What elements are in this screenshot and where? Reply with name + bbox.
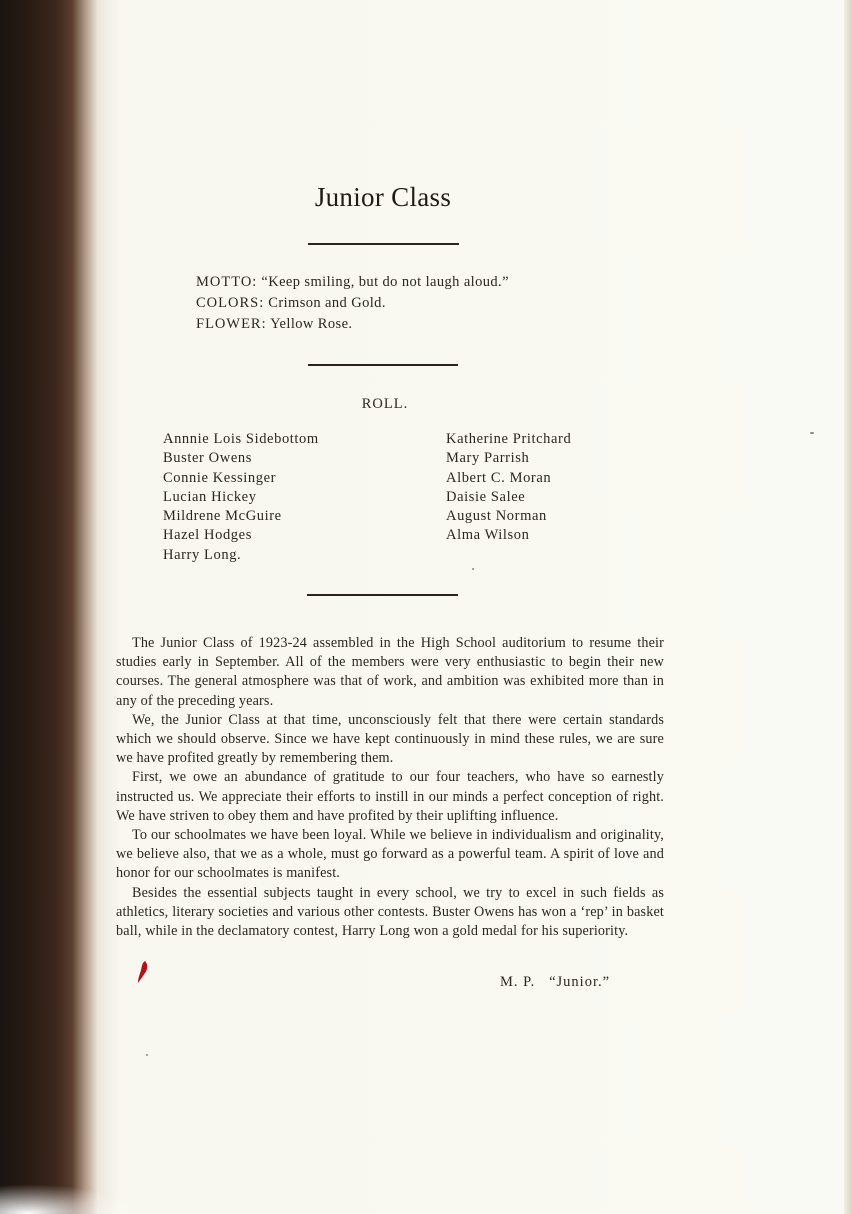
- info-divider: [308, 364, 458, 366]
- ink-mark-icon: [136, 960, 150, 984]
- roll-name: Annnie Lois Sidebottom: [163, 431, 319, 447]
- page-title: Junior Class: [314, 182, 452, 212]
- roll-divider: [307, 594, 458, 596]
- motto-text: “Keep smiling, but do not laugh aloud.”: [261, 274, 509, 290]
- narrative-paragraph: Besides the essential subjects taught in every school, we try to excel in such fields as athletics, literary societies and various other contests. Buster Owens has won a ‘rep’ in basket ball, while in the declamatory contest, Harry Long won a gold medal for his superiority.: [116, 884, 664, 940]
- paper-speck: [810, 432, 814, 434]
- flower-text: Yellow Rose.: [270, 316, 353, 332]
- roll-name: Mildrene McGuire: [163, 508, 282, 525]
- colors-label: COLORS:: [196, 295, 265, 311]
- colors-line: [196, 293, 509, 314]
- paper-speck: [472, 568, 474, 570]
- page-corner: [0, 1184, 140, 1214]
- page-edge: [844, 0, 852, 1214]
- roll-name: Hazel Hodges: [163, 527, 252, 544]
- roll-name: Albert C. Moran: [446, 469, 552, 486]
- narrative-paragraph: To our schoolmates we have been loyal. While we believe in individualism and originality, we believe also, that we as a whole, must go forward as a powerful team. A spirit of love and honor for our schoolmates is manifest.: [116, 827, 664, 882]
- roll-name: August Norman: [446, 508, 547, 525]
- flower-line: [196, 314, 509, 335]
- narrative-paragraph: First, we owe an abundance of gratitude to our four teachers, who have so earnestly instructed us. We appreciate their efforts to instill in our minds a perfect conception of right. We have striven to obey them and have profited by their uplifting influence.: [116, 769, 664, 824]
- roll-name: Buster Owens: [163, 450, 252, 467]
- narrative-paragraph: We, the Junior Class at that time, unconsciously felt that there were certain standards which we should observe. Since we have kept continuously in mind these rules, we are sure we have profited greatly by remembering them.: [116, 711, 664, 767]
- roll-name: Katherine Pritchard: [446, 431, 572, 447]
- roll-name: Daisie Salee: [446, 488, 526, 505]
- narrative-paragraph: The Junior Class of 1923-24 assembled in the High School auditorium to resume their studies early in September. All of the members were very enthusiastic to begin their new courses. The general atmosphere was that of work, and ambition was exhibited more than in any of the preceding years.: [116, 635, 664, 709]
- roll-heading: ROLL.: [361, 396, 409, 412]
- roll-name: Alma Wilson: [446, 527, 530, 544]
- motto-label: MOTTO:: [196, 274, 258, 290]
- class-info: [196, 272, 509, 335]
- roll-name: Harry Long.: [163, 546, 242, 563]
- signature: M. P. “Junior.”: [500, 974, 611, 990]
- roll-list-right: [446, 430, 571, 546]
- colors-text: Crimson and Gold.: [268, 295, 386, 311]
- paper-speck: [146, 1054, 148, 1056]
- motto-line: [196, 272, 509, 293]
- class-narrative: [116, 634, 664, 941]
- flower-label: FLOWER:: [196, 316, 267, 332]
- roll-list-left: [163, 430, 319, 565]
- title-divider: [308, 243, 459, 245]
- roll-name: Mary Parrish: [446, 450, 530, 467]
- roll-name: Connie Kessinger: [163, 469, 277, 486]
- roll-name: Lucian Hickey: [163, 488, 257, 505]
